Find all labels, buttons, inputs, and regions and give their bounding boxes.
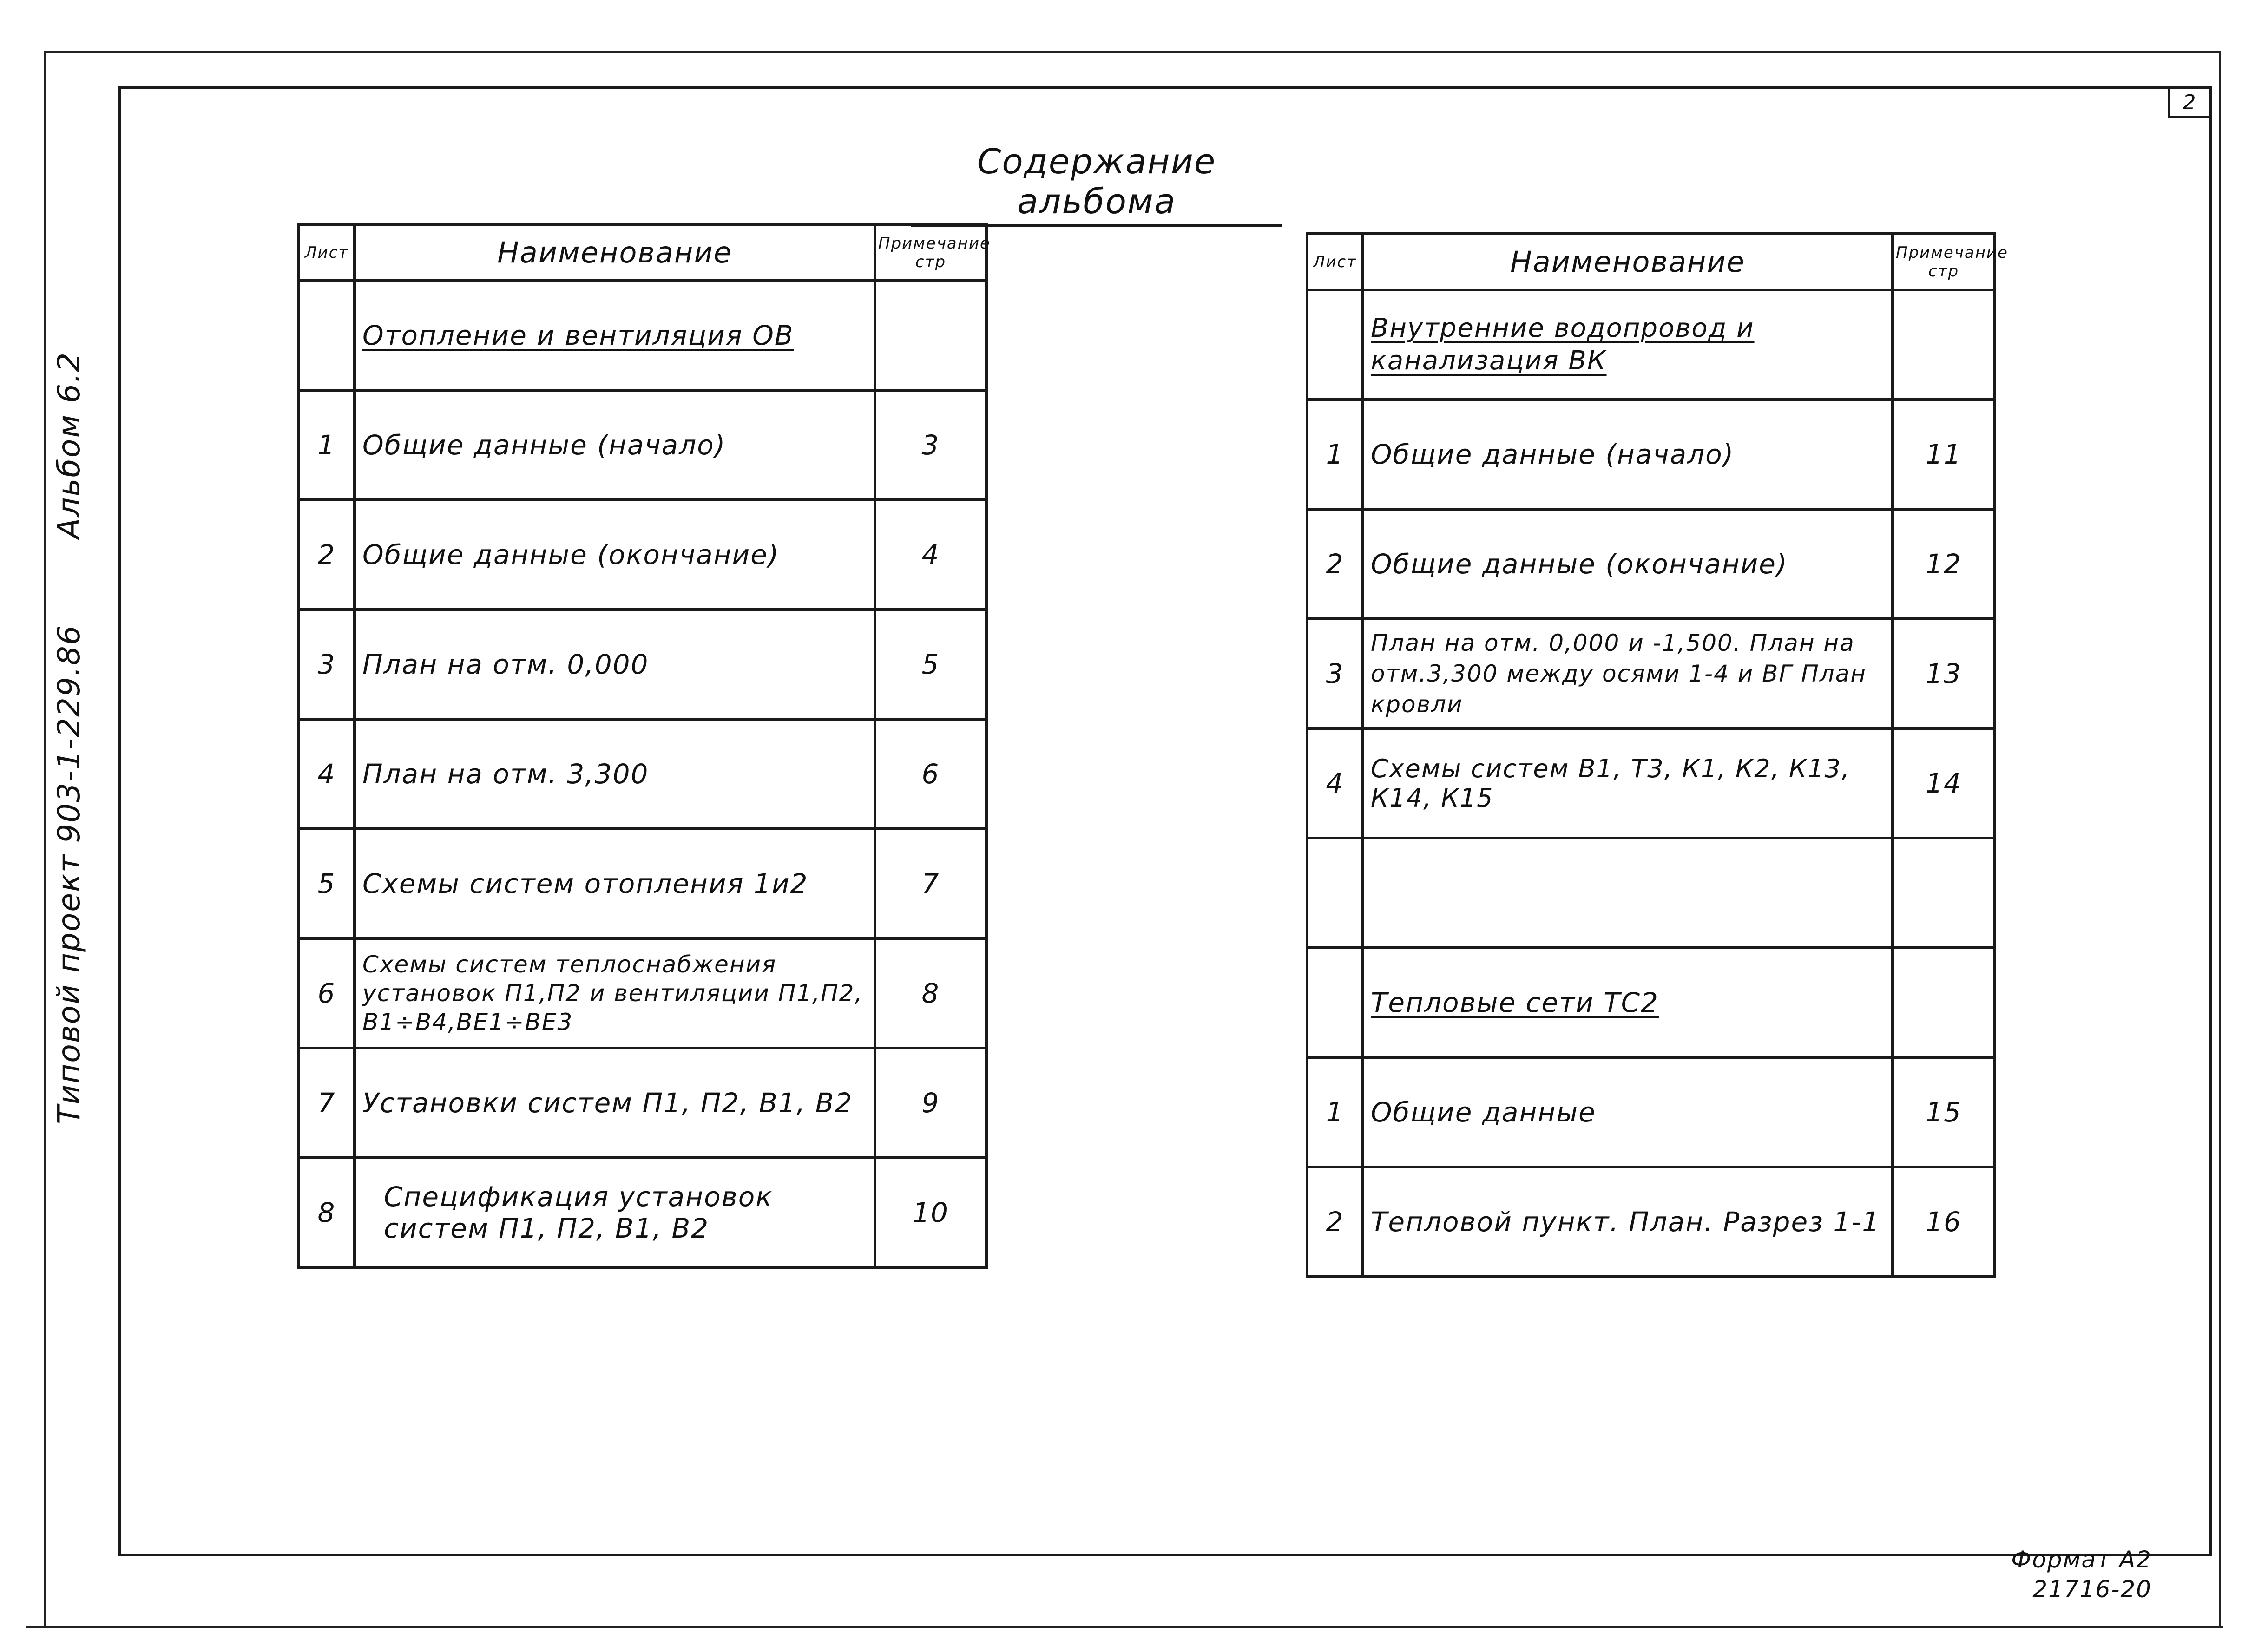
table-row [299,1158,986,1267]
page-ref: 14 [1893,728,1995,838]
format-stamp [2011,1545,2152,1604]
empty-cell [875,281,986,390]
sheet-number: 2 [1307,1167,1363,1277]
table-row [299,390,986,500]
empty-cell [1363,838,1893,948]
header-name: Наименование [1363,234,1893,290]
section-row [299,281,986,390]
table-row [299,500,986,610]
header-note: Примечание стр [1893,234,1995,290]
table-row [1307,619,1995,728]
table-row [1307,400,1995,509]
page-ref: 4 [875,500,986,610]
page-ref: 9 [875,1048,986,1158]
empty-cell [299,281,355,390]
sheet-name: План на отм. 0,000 [355,610,875,719]
contents-table-left [297,223,991,1269]
trim-line-right [2219,51,2221,1628]
sheet-number: 8 [299,1158,355,1267]
sheet-name: Схемы систем В1, Т3, К1, К2, К13, К14, К15 [1363,728,1893,838]
sheet-name: Общие данные [1363,1057,1893,1167]
empty-cell [1893,838,1995,948]
trim-line-top [44,51,2219,53]
empty-cell [1893,948,1995,1057]
page-ref: 5 [875,610,986,719]
format-label: Формат А2 [2011,1546,2152,1573]
table-row [299,829,986,938]
sheet-number: 1 [1307,400,1363,509]
header-row [299,224,986,281]
page-ref: 16 [1893,1167,1995,1277]
trim-line-left [44,51,46,1626]
sheet-number: 3 [299,610,355,719]
header-sheet: Лист [299,224,355,281]
sheet-number: 2 [299,500,355,610]
table-row [1307,728,1995,838]
page-ref: 11 [1893,400,1995,509]
format-code: 21716-20 [2032,1576,2152,1603]
project-label: Типовой проект 903-1-229.86 [51,624,87,1124]
empty-row [1307,838,1995,948]
table-row [299,1048,986,1158]
sheet-name: Общие данные (окончание) [1363,509,1893,619]
table-row [299,610,986,719]
empty-cell [1307,290,1363,400]
header-note: Примечание стр [875,224,986,281]
section-title-ts2: Тепловые сети ТС2 [1363,948,1893,1057]
table-row [1307,1167,1995,1277]
page-ref: 15 [1893,1057,1995,1167]
sheet-name: Общие данные (окончание) [355,500,875,610]
sheet-number: 7 [299,1048,355,1158]
empty-cell [1307,948,1363,1057]
table-row [1307,1057,1995,1167]
sheet-number: 5 [299,829,355,938]
sheet-name: Общие данные (начало) [1363,400,1893,509]
side-stamp [51,351,87,1124]
section-title-vk: Внутренние водопровод и канализация ВК [1363,290,1893,400]
section-row [1307,290,1995,400]
page-ref: 8 [875,938,986,1048]
empty-cell [1307,838,1363,948]
page-ref: 3 [875,390,986,500]
header-sheet: Лист [1307,234,1363,290]
sheet-name: План на отм. 3,300 [355,719,875,829]
header-name: Наименование [355,224,875,281]
sheet-number: 3 [1307,619,1363,728]
page-ref: 12 [1893,509,1995,619]
page-ref: 13 [1893,619,1995,728]
sheet-name: Установки систем П1, П2, В1, В2 [355,1048,875,1158]
page-ref: 7 [875,829,986,938]
sheet-name: Схемы систем отопления 1и2 [355,829,875,938]
page-ref: 10 [875,1158,986,1267]
section-row [1307,948,1995,1057]
table-row [299,719,986,829]
page-ref: 6 [875,719,986,829]
sheet-name: План на отм. 0,000 и -1,500. План на отм.3,300 между осями 1-4 и ВГ План кровли [1363,619,1893,728]
sheet-name: Спецификация установок систем П1, П2, В1, В2 [355,1158,875,1267]
trim-line-bottom [26,1626,2223,1628]
sheet-name: Тепловой пункт. План. Разрез 1-1 [1363,1167,1893,1277]
sheet-number: 1 [1307,1057,1363,1167]
contents-table-right [1306,232,2008,1278]
section-title-ov: Отопление и вентиляция ОВ [355,281,875,390]
table-row [1307,509,1995,619]
page-number: 2 [2168,86,2212,118]
sheet-name: Схемы систем теплоснабжения установок П1,П2 и вентиляции П1,П2, В1÷В4,ВЕ1÷ВЕ3 [355,938,875,1048]
empty-cell [1893,290,1995,400]
header-row [1307,234,1995,290]
sheet-number: 6 [299,938,355,1048]
sheet-number: 2 [1307,509,1363,619]
sheet-number: 4 [299,719,355,829]
sheet-number: 1 [299,390,355,500]
sheet-number: 4 [1307,728,1363,838]
table-row [299,938,986,1048]
album-label: Альбом 6.2 [51,351,87,539]
sheet-name: Общие данные (начало) [355,390,875,500]
page-title: Содержание альбома [911,142,1282,227]
